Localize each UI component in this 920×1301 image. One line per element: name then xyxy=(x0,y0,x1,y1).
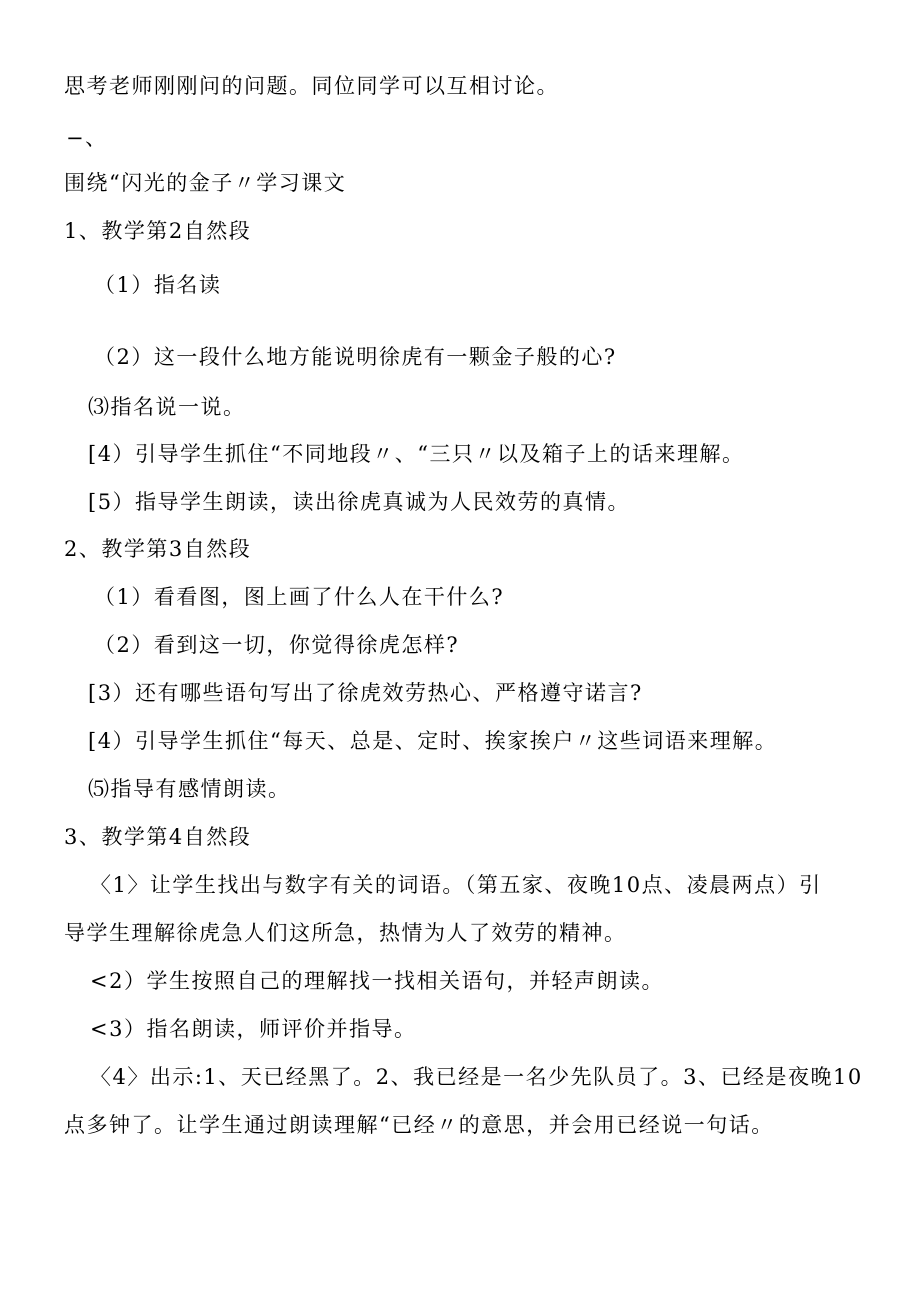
list-item: [5）指导学生朗读，读出徐虎真诚为人民效劳的真情。 xyxy=(88,490,631,514)
list-item: （2）这一段什么地方能说明徐虎有一颗金子般的心? xyxy=(94,345,617,369)
list-item: （2）看到这一切，你觉得徐虎怎样? xyxy=(94,633,460,657)
list-item: （1）看看图，图上画了什么人在干什么? xyxy=(94,585,505,609)
subheading-paragraph-4: 3、教学第4自然段 xyxy=(64,825,252,849)
subheading-paragraph-2: 1、教学第2自然段 xyxy=(64,219,252,243)
section-heading: 围绕“闪光的金子〃学习课文 xyxy=(64,171,347,195)
list-item: 〈1〉让学生找出与数字有关的词语。（第五家、夜晚10点、凌晨两点）引 xyxy=(90,873,822,897)
list-item: <2）学生按照自己的理解找一找相关语句，并轻声朗读。 xyxy=(90,969,664,993)
list-item-continuation: 导学生理解徐虎急人们这所急，热情为人了效劳的精神。 xyxy=(64,921,627,945)
section-number-two: −、 xyxy=(66,126,108,150)
list-item: ⑶指名说一说。 xyxy=(88,395,246,419)
list-item-continuation: 点多钟了。让学生通过朗读理解“已经〃的意思，并会用已经说一句话。 xyxy=(64,1113,774,1137)
list-item: ⑸指导有感情朗读。 xyxy=(88,777,291,801)
list-item: [3）还有哪些语句写出了徐虎效劳热心、严格遵守诺言? xyxy=(88,681,643,705)
text-line-intro: 思考老师刚刚问的问题。同位同学可以互相讨论。 xyxy=(64,74,559,98)
list-item: 〈4〉出示:1、天已经黑了。2、我已经是一名少先队员了。3、已经是夜晚10 xyxy=(90,1065,863,1089)
list-item: [4）引导学生抓住“不同地段〃、“三只〃以及箱子上的话来理解。 xyxy=(88,442,745,466)
subheading-paragraph-3: 2、教学第3自然段 xyxy=(64,537,252,561)
list-item: （1）指名读 xyxy=(94,273,222,297)
list-item: <3）指名朗读，师评价并指导。 xyxy=(90,1017,417,1041)
list-item: [4）引导学生抓住“每天、总是、定时、挨家挨户〃这些词语来理解。 xyxy=(88,729,778,753)
